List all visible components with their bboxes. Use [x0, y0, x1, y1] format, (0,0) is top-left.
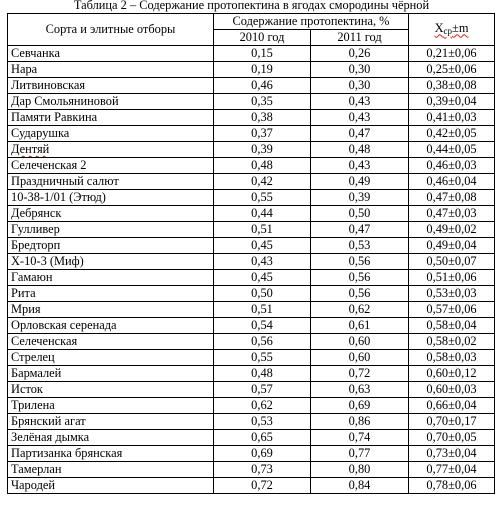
value-2010-cell	[214, 142, 311, 158]
value-2010-cell-text: 0,51	[251, 222, 273, 236]
table-row	[8, 142, 495, 158]
mean-cell-text: 0,41±0,03	[426, 110, 477, 124]
variety-cell	[8, 94, 214, 110]
variety-cell-text: Тамерлан	[11, 462, 62, 476]
variety-cell-text: Селеченская	[11, 334, 78, 348]
value-2011-cell-text: 0,86	[348, 414, 371, 428]
table-row	[8, 430, 495, 446]
value-2010-cell	[214, 158, 311, 174]
variety-cell	[8, 446, 214, 462]
table-row	[8, 158, 495, 174]
value-2011-cell-text: 0,56	[348, 254, 371, 268]
value-2010-cell	[214, 78, 311, 94]
value-2011-cell-text: 0,49	[348, 174, 371, 188]
value-2010-cell-text: 0,37	[251, 126, 273, 140]
variety-cell-text: Орловская серенада	[11, 318, 117, 332]
value-2010-cell	[214, 222, 311, 238]
variety-cell	[8, 302, 214, 318]
value-2011-cell-text: 0,72	[348, 366, 371, 380]
variety-cell-text: Литвиновская	[11, 78, 86, 92]
variety-cell-text: Нара	[11, 62, 38, 76]
value-2010-cell	[214, 270, 311, 286]
value-2011-cell	[311, 270, 409, 286]
table-row	[8, 254, 495, 270]
table-row	[8, 478, 495, 494]
value-2010-cell-text: 0,48	[251, 158, 273, 172]
variety-cell	[8, 110, 214, 126]
variety-cell-text: Стрелец	[11, 350, 55, 364]
value-2011-cell	[311, 334, 409, 350]
mean-cell	[409, 174, 495, 190]
value-2011-cell-text: 0,43	[348, 110, 371, 124]
value-2010-cell	[214, 286, 311, 302]
mean-cell	[409, 382, 495, 398]
value-2011-cell-text: 0,53	[348, 238, 371, 252]
variety-cell	[8, 238, 214, 254]
mean-cell-text: 0,50±0,07	[426, 254, 477, 268]
table-row	[8, 398, 495, 414]
value-2011-cell-text: 0,30	[348, 78, 371, 92]
mean-cell-text: 0,78±0,06	[426, 478, 477, 492]
mean-cell	[409, 142, 495, 158]
variety-cell	[8, 398, 214, 414]
value-2010-cell-text: 0,42	[251, 174, 273, 188]
mean-cell-text: 0,70±0,17	[426, 414, 477, 428]
value-2010-cell-text: 0,72	[251, 478, 273, 492]
variety-cell-text: Трилена	[11, 398, 55, 412]
value-2011-cell	[311, 62, 409, 78]
mean-cell	[409, 350, 495, 366]
value-2011-cell	[311, 206, 409, 222]
mean-cell	[409, 222, 495, 238]
value-2011-cell	[311, 222, 409, 238]
mean-cell	[409, 286, 495, 302]
value-2011-cell	[311, 366, 409, 382]
variety-cell-text: Рита	[11, 286, 36, 300]
value-2011-cell-text: 0,43	[348, 158, 371, 172]
variety-cell	[8, 206, 214, 222]
value-2010-cell-text: 0,54	[251, 318, 273, 332]
value-2011-cell	[311, 126, 409, 142]
mean-subscript: ср	[443, 25, 453, 36]
table-row	[8, 110, 495, 126]
mean-cell-text: 0,47±0,03	[426, 206, 477, 220]
value-2010-cell	[214, 190, 311, 206]
value-2011-cell-text: 0,61	[348, 318, 371, 332]
value-2011-cell-text: 0,74	[348, 430, 371, 444]
mean-cell-text: 0,38±0,08	[426, 78, 477, 92]
mean-cell	[409, 46, 495, 62]
value-2010-cell	[214, 366, 311, 382]
value-2011-cell-text: 0,60	[348, 334, 371, 348]
value-2010-cell-text: 0,39	[251, 142, 273, 156]
value-2011-cell-text: 0,56	[348, 270, 371, 284]
value-2010-cell	[214, 254, 311, 270]
mean-cell-text: 0,60±0,03	[426, 382, 477, 396]
mean-cell	[409, 398, 495, 414]
mean-cell-text: 0,49±0,04	[426, 238, 477, 252]
value-2010-cell-text: 0,50	[251, 286, 273, 300]
table-row	[8, 222, 495, 238]
value-2010-cell-text: 0,44	[251, 206, 273, 220]
table-row	[8, 286, 495, 302]
value-2011-cell	[311, 110, 409, 126]
value-2011-cell	[311, 302, 409, 318]
variety-cell-text: Гамаюн	[11, 270, 53, 284]
value-2011-cell	[311, 254, 409, 270]
value-2011-cell	[311, 382, 409, 398]
mean-cell-text: 0,77±0,04	[426, 462, 477, 476]
value-2011-cell	[311, 398, 409, 414]
mean-cell	[409, 478, 495, 494]
variety-cell-text: Х-10-3 (Миф)	[11, 254, 84, 268]
mean-cell-text: 0,46±0,04	[426, 174, 477, 188]
header-row-1	[8, 14, 495, 30]
variety-cell-text: Памяти Равкина	[11, 110, 98, 124]
variety-cell-text: Севчанка	[11, 46, 60, 60]
value-2011-cell	[311, 462, 409, 478]
value-2011-cell-text: 0,63	[348, 382, 371, 396]
value-2011-cell	[311, 142, 409, 158]
value-2011-cell	[311, 414, 409, 430]
variety-cell-text: Гулливер	[11, 222, 60, 236]
value-2010-cell	[214, 206, 311, 222]
variety-cell-text: Селеченская 2	[11, 158, 87, 172]
value-2011-cell	[311, 318, 409, 334]
mean-cell	[409, 462, 495, 478]
variety-cell	[8, 142, 214, 158]
variety-cell	[8, 126, 214, 142]
variety-cell-text: Партизанка брянская	[11, 446, 123, 460]
mean-cell-text: 0,44±0,05	[426, 142, 477, 156]
value-2010-cell-text: 0,56	[251, 334, 273, 348]
table-row	[8, 94, 495, 110]
table-row	[8, 350, 495, 366]
value-2010-cell	[214, 62, 311, 78]
mean-cell	[409, 94, 495, 110]
value-2010-cell	[214, 318, 311, 334]
value-2010-cell-text: 0,19	[251, 62, 273, 76]
mean-cell	[409, 126, 495, 142]
mean-cell	[409, 270, 495, 286]
variety-cell	[8, 222, 214, 238]
mean-cell-text: 0,39±0,04	[426, 94, 477, 108]
mean-suffix: ±m	[452, 20, 469, 35]
mean-cell	[409, 414, 495, 430]
table-row	[8, 206, 495, 222]
value-2010-cell	[214, 478, 311, 494]
value-2010-cell	[214, 430, 311, 446]
table-row	[8, 78, 495, 94]
mean-cell	[409, 366, 495, 382]
mean-cell	[409, 302, 495, 318]
variety-cell	[8, 334, 214, 350]
value-2010-cell-text: 0,45	[251, 238, 273, 252]
value-2011-cell-text: 0,50	[348, 206, 371, 220]
value-2011-cell	[311, 78, 409, 94]
value-2011-cell	[311, 174, 409, 190]
value-2011-cell	[311, 190, 409, 206]
value-2011-cell	[311, 286, 409, 302]
mean-cell	[409, 254, 495, 270]
value-2010-cell-text: 0,55	[251, 190, 273, 204]
mean-cell	[409, 238, 495, 254]
mean-cell-text: 0,57±0,06	[426, 302, 477, 316]
table-row	[8, 414, 495, 430]
header-mean-m	[409, 14, 495, 46]
value-2010-cell	[214, 462, 311, 478]
variety-cell	[8, 286, 214, 302]
header-variety: Сорта и элитные отборы	[8, 14, 214, 46]
value-2010-cell	[214, 446, 311, 462]
variety-cell	[8, 414, 214, 430]
value-2011-cell-text: 0,26	[348, 46, 371, 60]
variety-cell	[8, 430, 214, 446]
variety-cell	[8, 174, 214, 190]
mean-cell	[409, 430, 495, 446]
variety-cell	[8, 478, 214, 494]
variety-cell	[8, 318, 214, 334]
table-caption: Таблица 2 – Содержание протопектина в ягодах смородины чёрной	[73, 0, 430, 12]
value-2010-cell-text: 0,38	[251, 110, 273, 124]
value-2010-cell-text: 0,53	[251, 414, 273, 428]
value-2010-cell-text: 0,48	[251, 366, 273, 380]
value-2010-cell	[214, 414, 311, 430]
mean-cell	[409, 206, 495, 222]
mean-cell	[409, 62, 495, 78]
variety-cell-text: Мрия	[11, 302, 41, 316]
table-row	[8, 190, 495, 206]
value-2011-cell-text: 0,30	[348, 62, 371, 76]
table-row	[8, 270, 495, 286]
mean-cell-text: 0,66±0,04	[426, 398, 477, 412]
value-2010-cell	[214, 350, 311, 366]
mean-cell	[409, 318, 495, 334]
mean-cell-text: 0,53±0,03	[426, 286, 477, 300]
table-row	[8, 174, 495, 190]
mean-cell	[409, 78, 495, 94]
value-2010-cell	[214, 334, 311, 350]
value-2010-cell-text: 0,69	[251, 446, 273, 460]
table-row	[8, 238, 495, 254]
value-2011-cell-text: 0,84	[348, 478, 371, 492]
variety-cell-text: 10-38-1/01 (Этюд)	[11, 190, 106, 204]
value-2010-cell-text: 0,57	[251, 382, 273, 396]
variety-cell	[8, 254, 214, 270]
table-row	[8, 366, 495, 382]
table-row	[8, 446, 495, 462]
value-2010-cell-text: 0,51	[251, 302, 273, 316]
variety-cell	[8, 350, 214, 366]
value-2010-cell	[214, 126, 311, 142]
value-2011-cell-text: 0,47	[348, 222, 371, 236]
table-row	[8, 126, 495, 142]
mean-cell-text: 0,58±0,03	[426, 350, 477, 364]
value-2010-cell	[214, 94, 311, 110]
variety-cell	[8, 62, 214, 78]
value-2010-cell-text: 0,43	[251, 254, 273, 268]
table-row	[8, 382, 495, 398]
header-protopectin-content: Содержание протопектина, %	[214, 14, 409, 30]
value-2011-cell	[311, 430, 409, 446]
table-row	[8, 302, 495, 318]
value-2010-cell-text: 0,15	[251, 46, 273, 60]
table-row	[8, 462, 495, 478]
variety-cell	[8, 462, 214, 478]
variety-cell	[8, 78, 214, 94]
value-2011-cell-text: 0,48	[348, 142, 371, 156]
variety-cell	[8, 382, 214, 398]
value-2010-cell	[214, 238, 311, 254]
variety-cell-text: Брянский агат	[11, 414, 86, 428]
value-2011-cell-text: 0,80	[348, 462, 371, 476]
value-2011-cell-text: 0,62	[348, 302, 371, 316]
mean-cell-text: 0,70±0,05	[426, 430, 477, 444]
value-2010-cell-text: 0,65	[251, 430, 273, 444]
value-2010-cell	[214, 110, 311, 126]
variety-cell-text: Чародей	[11, 478, 56, 492]
variety-cell	[8, 270, 214, 286]
mean-symbol: X	[434, 20, 444, 35]
mean-cell-text: 0,58±0,02	[426, 334, 477, 348]
value-2010-cell-text: 0,45	[251, 270, 273, 284]
variety-cell	[8, 46, 214, 62]
value-2011-cell	[311, 94, 409, 110]
value-2011-cell	[311, 446, 409, 462]
mean-cell-text: 0,60±0,12	[426, 366, 477, 380]
mean-cell-text: 0,25±0,06	[426, 62, 477, 76]
mean-cell	[409, 190, 495, 206]
value-2010-cell-text: 0,73	[251, 462, 273, 476]
value-2010-cell	[214, 46, 311, 62]
table-row	[8, 334, 495, 350]
mean-cell-text: 0,46±0,03	[426, 158, 477, 172]
mean-cell	[409, 110, 495, 126]
value-2010-cell-text: 0,55	[251, 350, 273, 364]
value-2010-cell	[214, 302, 311, 318]
value-2011-cell-text: 0,43	[348, 94, 371, 108]
value-2011-cell-text: 0,69	[348, 398, 371, 412]
variety-cell-text: Сударушка	[11, 126, 70, 140]
variety-cell-text: Бредторп	[11, 238, 61, 252]
mean-cell-text: 0,21±0,06	[426, 46, 477, 60]
value-2011-cell	[311, 158, 409, 174]
variety-cell-text: Дентяй	[11, 142, 50, 156]
variety-cell	[8, 366, 214, 382]
value-2011-cell-text: 0,39	[348, 190, 371, 204]
variety-cell-text: Праздничный салют	[11, 174, 119, 188]
mean-cell	[409, 158, 495, 174]
value-2010-cell	[214, 398, 311, 414]
variety-cell-text: Исток	[11, 382, 43, 396]
mean-cell-text: 0,42±0,05	[426, 126, 477, 140]
value-2010-cell-text: 0,35	[251, 94, 273, 108]
value-2011-cell	[311, 46, 409, 62]
value-2011-cell	[311, 350, 409, 366]
mean-cell-text: 0,47±0,08	[426, 190, 477, 204]
table-row	[8, 62, 495, 78]
header-year-2010: 2010 год	[214, 30, 311, 46]
value-2011-cell-text: 0,77	[348, 446, 371, 460]
value-2011-cell-text: 0,56	[348, 286, 371, 300]
variety-cell-text: Зелёная дымка	[11, 430, 90, 444]
value-2010-cell	[214, 382, 311, 398]
variety-cell-text: Дебрянск	[11, 206, 62, 220]
variety-cell	[8, 158, 214, 174]
mean-cell	[409, 446, 495, 462]
value-2011-cell-text: 0,60	[348, 350, 371, 364]
variety-cell	[8, 190, 214, 206]
protopectin-table	[7, 13, 495, 494]
header-year-2011: 2011 год	[311, 30, 409, 46]
value-2011-cell	[311, 478, 409, 494]
variety-cell-text: Дар Смольяниновой	[11, 94, 119, 108]
table-row	[8, 318, 495, 334]
mean-cell	[409, 334, 495, 350]
value-2010-cell	[214, 174, 311, 190]
mean-cell-text: 0,58±0,04	[426, 318, 477, 332]
mean-cell-text: 0,51±0,06	[426, 270, 477, 284]
table-row	[8, 46, 495, 62]
variety-cell-text: Бармалей	[11, 366, 62, 380]
mean-cell-text: 0,49±0,02	[426, 222, 477, 236]
value-2010-cell-text: 0,46	[251, 78, 273, 92]
value-2011-cell	[311, 238, 409, 254]
value-2010-cell-text: 0,62	[251, 398, 273, 412]
mean-cell-text: 0,73±0,04	[426, 446, 477, 460]
value-2011-cell-text: 0,47	[348, 126, 371, 140]
